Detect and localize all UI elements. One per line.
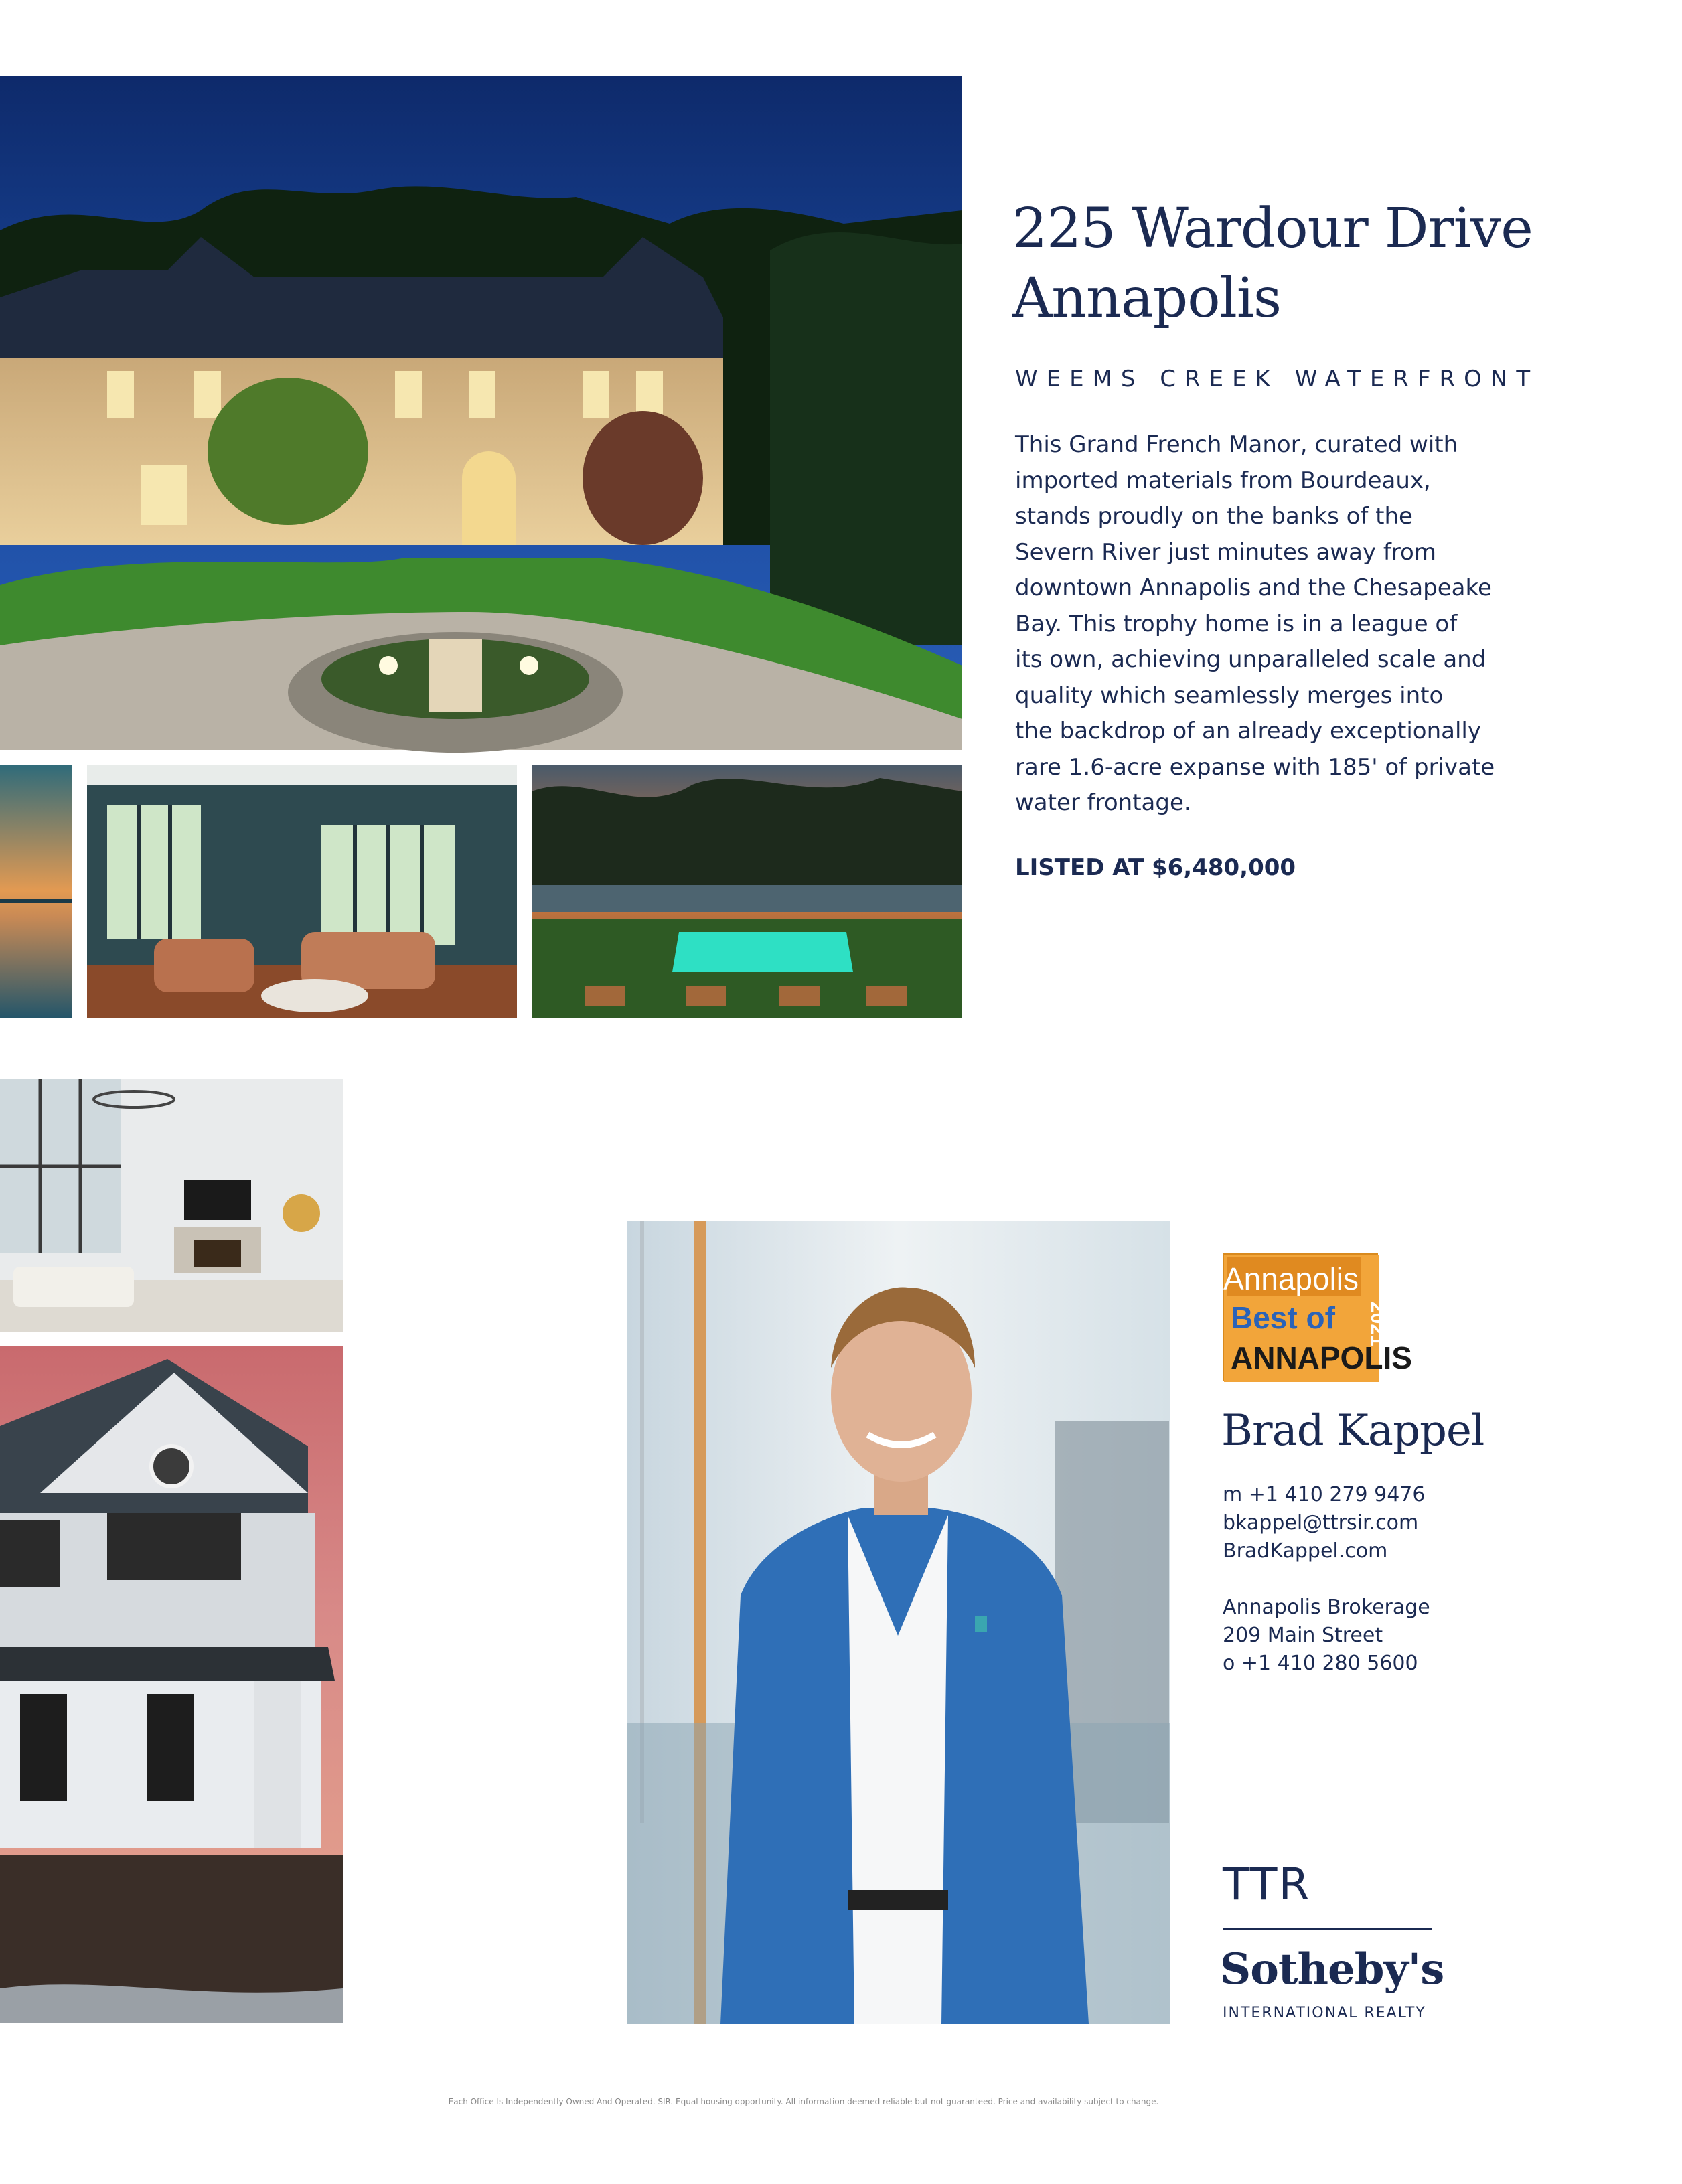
description-line: imported materials from Bourdeaux,: [1015, 467, 1431, 494]
sunset-water-photo: [0, 765, 72, 1018]
library-room-photo: [87, 765, 517, 1018]
award-line1: Annapolis: [1223, 1261, 1359, 1296]
listing-city: Annapolis: [1012, 266, 1282, 330]
description-line: the backdrop of an already exceptionally: [1015, 718, 1481, 745]
description-line: downtown Annapolis and the Chesapeake: [1015, 574, 1492, 601]
agent-portrait: [627, 1221, 1170, 2024]
listing-address: 225 Wardour Drive: [1012, 197, 1533, 260]
award-year: 2021: [1367, 1302, 1389, 1346]
listing-price: LISTED AT $6,480,000: [1015, 854, 1296, 881]
description-line: stands proudly on the banks of the: [1015, 503, 1413, 530]
best-of-annapolis-award-logo: [1223, 1253, 1412, 1381]
description-line: rare 1.6-acre expanse with 185' of private: [1015, 753, 1495, 781]
listing-description: [1015, 427, 1551, 822]
description-line: its own, achieving unparalleled scale and: [1015, 646, 1486, 673]
logo-divider: [1223, 1928, 1432, 1930]
listing-subtitle: WEEMS CREEK WATERFRONT: [1015, 366, 1539, 392]
ttr-logo-text: TTR: [1223, 1859, 1311, 1910]
description-line: Bay. This trophy home is in a league of: [1015, 610, 1458, 637]
award-line2: Best of: [1231, 1300, 1335, 1335]
pool-photo: [532, 765, 962, 1018]
agent-website[interactable]: BradKappel.com: [1223, 1539, 1388, 1563]
agent-email[interactable]: bkappel@ttrsir.com: [1223, 1511, 1419, 1535]
great-room-photo: [0, 1079, 343, 1332]
exterior-house-photo: [0, 1346, 343, 2023]
sothebys-logo-text: Sotheby's: [1220, 1944, 1444, 1995]
agent-mobile[interactable]: m +1 410 279 9476: [1223, 1483, 1426, 1506]
sothebys-tagline: INTERNATIONAL REALTY: [1223, 2005, 1426, 2021]
hero-house-photo: [0, 76, 962, 750]
office-address: 209 Main Street: [1223, 1624, 1383, 1647]
listing-title: [1012, 194, 1615, 333]
description-line: water frontage.: [1015, 789, 1191, 816]
award-line3: ANNAPOLIS: [1231, 1340, 1412, 1375]
description-line: Severn River just minutes away from: [1015, 538, 1436, 566]
office-name: Annapolis Brokerage: [1223, 1595, 1430, 1619]
description-line: This Grand French Manor, curated with: [1015, 431, 1458, 458]
description-line: quality which seamlessly merges into: [1015, 682, 1444, 709]
office-phone[interactable]: o +1 410 280 5600: [1223, 1652, 1418, 1675]
agent-name: Brad Kappel: [1221, 1406, 1484, 1456]
legal-disclaimer: Each Office Is Independently Owned And Operated. SIR. Equal housing opportunity. All information deemed reliable but not guaranteed. Price and availability subject to change.: [448, 2097, 1159, 2106]
